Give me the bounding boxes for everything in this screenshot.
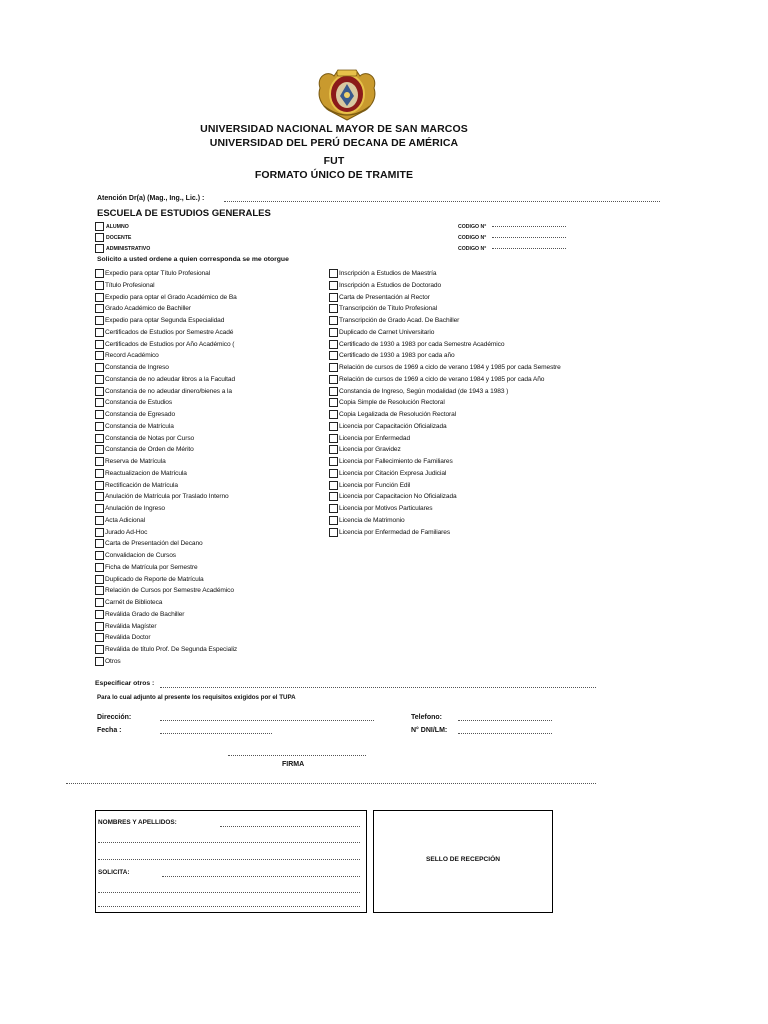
request-option[interactable] xyxy=(95,609,260,620)
request-option-label: Expedio para optar Título Profesional xyxy=(105,270,211,277)
checkbox[interactable] xyxy=(329,410,338,419)
phone-label: Telefono: xyxy=(411,714,442,721)
request-option[interactable] xyxy=(95,456,260,467)
checkbox[interactable] xyxy=(329,504,338,513)
names-field-line2[interactable] xyxy=(98,842,360,843)
date-label: Fecha : xyxy=(97,727,122,734)
university-name: UNIVERSIDAD NACIONAL MAYOR DE SAN MARCOS xyxy=(200,123,468,135)
checkbox[interactable] xyxy=(95,293,104,302)
request-option[interactable] xyxy=(95,292,260,303)
request-option-label: Licencia por Enfermedad xyxy=(339,434,411,442)
checkbox[interactable] xyxy=(95,528,104,537)
checkbox[interactable] xyxy=(329,340,338,349)
request-option-label: Duplicado de Carnet Universitario xyxy=(339,328,435,336)
checkbox[interactable] xyxy=(95,316,104,325)
checkbox[interactable] xyxy=(95,387,104,396)
request-option-label: Licencia por Capacitacion No Oficializada xyxy=(339,493,457,501)
request-option-label: Relación de cursos de 1969 a ciclo de verano 1984 y 1985 por cada Semestre xyxy=(339,364,561,371)
request-option-label: Copia Legalizada de Resolución Rectoral xyxy=(339,411,457,418)
request-option-label: Carta de Presentación del Decano xyxy=(105,540,203,548)
checkbox[interactable] xyxy=(95,563,104,572)
request-option[interactable] xyxy=(329,527,609,538)
request-option[interactable] xyxy=(329,409,609,420)
date-field[interactable] xyxy=(160,733,272,734)
checkbox[interactable] xyxy=(95,328,104,337)
checkbox[interactable] xyxy=(95,269,104,278)
checkbox[interactable] xyxy=(329,304,338,313)
role-student[interactable]: ALUMNO xyxy=(95,222,129,231)
request-option[interactable] xyxy=(95,303,260,314)
form-title: FORMATO ÚNICO DE TRAMITE xyxy=(254,169,414,181)
attention-label: Atención Dr(a) (Mag., Ing., Lic.) : xyxy=(97,195,205,202)
request-option-label: Título Profesional xyxy=(105,281,155,289)
request-option[interactable] xyxy=(95,491,260,502)
checkbox[interactable] xyxy=(329,528,338,537)
checkbox[interactable] xyxy=(329,434,338,443)
request-option-label: Licencia por Fallecimiento de Familiares xyxy=(339,458,453,465)
checkbox[interactable] xyxy=(95,469,104,478)
checkbox[interactable] xyxy=(95,222,104,231)
checkbox[interactable] xyxy=(95,363,104,372)
request-option-label: Constancia de Egresado xyxy=(105,411,176,418)
request-option[interactable] xyxy=(95,538,260,549)
request-option-label: Constancia de Ingreso xyxy=(105,364,169,371)
request-option-label: Otros xyxy=(105,657,121,665)
request-option-label: Licencia por Citación Expresa Judicial xyxy=(339,469,447,477)
request-option[interactable] xyxy=(95,315,260,326)
request-option[interactable] xyxy=(329,350,609,361)
request-option[interactable] xyxy=(329,315,609,326)
request-option-label: Licencia por Motivos Particulares xyxy=(339,505,433,512)
request-option[interactable] xyxy=(95,374,260,385)
request-option-label: Relación de cursos de 1969 a ciclo de verano 1984 y 1985 por cada Año xyxy=(339,375,545,383)
request-option-label: Jurado Ad-Hoc xyxy=(105,528,148,536)
request-option[interactable] xyxy=(329,444,609,455)
code-field-administrative[interactable]: CODIGO N° xyxy=(458,244,566,253)
university-crest-logo xyxy=(314,66,380,122)
request-option[interactable] xyxy=(95,350,260,361)
request-option-label: Reválida Doctor xyxy=(105,634,151,642)
checkbox[interactable] xyxy=(95,281,104,290)
checkbox[interactable] xyxy=(95,445,104,454)
checkbox[interactable] xyxy=(95,516,104,525)
request-option[interactable] xyxy=(95,480,260,491)
checkbox[interactable] xyxy=(329,293,338,302)
request-option[interactable] xyxy=(329,386,609,397)
request-option-label: Copia Simple de Resolución Rectoral xyxy=(339,399,445,407)
checkbox[interactable] xyxy=(95,304,104,313)
request-option[interactable] xyxy=(329,303,609,314)
request-option[interactable] xyxy=(95,468,260,479)
request-option-label: Certificado de 1930 a 1983 por cada año xyxy=(339,352,455,360)
request-option[interactable] xyxy=(329,503,609,514)
address-field[interactable] xyxy=(160,720,374,721)
request-option-label: Reválida Grado de Bachiller xyxy=(105,610,185,618)
request-label: SOLICITA: xyxy=(98,869,130,876)
request-option[interactable] xyxy=(95,444,260,455)
request-option[interactable] xyxy=(95,421,260,432)
request-option-label: Certificado de 1930 a 1983 por cada Semestre Académico xyxy=(339,340,505,348)
code-field-student[interactable]: CODIGO N° xyxy=(458,222,566,231)
dni-label: N° DNI/LM: xyxy=(411,727,448,734)
names-label: NOMBRES Y APELLIDOS: xyxy=(98,819,177,826)
request-option-label: Relación de Cursos por Semestre Académico xyxy=(105,587,234,595)
request-option[interactable] xyxy=(95,515,260,526)
attach-note: Para lo cual adjunto al presente los requisitos exigidos por el TUPA xyxy=(97,694,296,701)
request-option-label: Reválida de título Prof. De Segunda Especializ xyxy=(105,646,238,653)
request-option-label: Licencia por Enfermedad de Familiares xyxy=(339,528,451,536)
checkbox[interactable] xyxy=(95,622,104,631)
checkbox[interactable] xyxy=(95,457,104,466)
request-option[interactable] xyxy=(329,421,609,432)
other-label: Especificar otros : xyxy=(95,680,155,687)
request-option[interactable] xyxy=(329,456,609,467)
request-option[interactable] xyxy=(95,503,260,514)
request-option-label: Constancia de Matrícula xyxy=(105,422,174,430)
reception-stamp-box xyxy=(373,810,553,913)
checkbox[interactable] xyxy=(95,598,104,607)
request-option[interactable] xyxy=(95,644,260,655)
checkbox[interactable] xyxy=(329,269,338,278)
request-option[interactable] xyxy=(95,562,260,573)
request-option[interactable] xyxy=(329,374,609,385)
checkbox[interactable] xyxy=(95,375,104,384)
request-option[interactable] xyxy=(329,480,609,491)
request-option-label: Ficha de Matrícula por Semestre xyxy=(105,563,198,571)
request-option[interactable] xyxy=(95,433,260,444)
university-subtitle: UNIVERSIDAD DEL PERÚ DECANA DE AMÉRICA xyxy=(209,137,459,149)
request-option[interactable] xyxy=(95,268,260,279)
request-option[interactable] xyxy=(95,574,260,585)
code-field-teacher[interactable]: CODIGO N° xyxy=(458,233,566,242)
checkbox[interactable] xyxy=(329,351,338,360)
checkbox[interactable] xyxy=(95,610,104,619)
request-option[interactable] xyxy=(95,327,260,338)
request-option[interactable] xyxy=(329,292,609,303)
checkbox[interactable] xyxy=(95,434,104,443)
request-option[interactable] xyxy=(95,409,260,420)
request-option-label: Record Académico xyxy=(105,352,159,360)
checkbox[interactable] xyxy=(329,457,338,466)
checkbox[interactable] xyxy=(329,316,338,325)
request-option-label: Certificados de Estudios por Semestre Acadé xyxy=(105,328,234,336)
checkbox[interactable] xyxy=(95,422,104,431)
checkbox[interactable] xyxy=(329,481,338,490)
stamp-label: SELLO DE RECEPCIÓN xyxy=(425,856,500,863)
request-option[interactable] xyxy=(329,339,609,350)
request-option[interactable] xyxy=(329,433,609,444)
checkbox[interactable] xyxy=(95,645,104,654)
checkbox[interactable] xyxy=(329,375,338,384)
request-option-label: Rectificación de Matrícula xyxy=(105,481,178,489)
request-field-line2[interactable] xyxy=(98,892,360,893)
form-code: FUT xyxy=(323,155,345,167)
request-option-label: Carta de Presentación al Rector xyxy=(339,293,430,301)
checkbox[interactable] xyxy=(95,492,104,501)
request-intro: Solicito a usted ordene a quien corresponda se me otorgue xyxy=(97,256,289,263)
request-option-label: Constancia de Ingreso, Según modalidad (de 1943 a 1983 ) xyxy=(339,387,509,395)
request-option-label: Constancia de no adeudar dinero/bienes a la xyxy=(105,387,232,395)
request-option-label: Grado Académico de Bachiller xyxy=(105,305,191,313)
address-label: Dirección: xyxy=(97,714,132,721)
checkbox[interactable] xyxy=(329,387,338,396)
request-option-label: Constancia de Notas por Curso xyxy=(105,434,195,442)
checkbox[interactable] xyxy=(329,516,338,525)
checkbox[interactable] xyxy=(95,633,104,642)
request-option[interactable] xyxy=(329,468,609,479)
checkbox[interactable] xyxy=(329,281,338,290)
request-option-label: Reactualizacion de Matrícula xyxy=(105,469,187,477)
request-option-label: Licencia por Capacitación Oficializada xyxy=(339,422,447,430)
request-option-label: Licencia por Función Edil xyxy=(339,481,411,489)
phone-field[interactable] xyxy=(458,720,552,721)
request-option[interactable] xyxy=(95,362,260,373)
request-option[interactable] xyxy=(95,585,260,596)
checkbox[interactable] xyxy=(95,481,104,490)
signature-label: FIRMA xyxy=(282,761,305,768)
signature-line[interactable] xyxy=(228,755,366,756)
request-option-label: Certificados de Estudios por Año Académico ( xyxy=(105,340,235,348)
names-field-line3[interactable] xyxy=(98,859,360,860)
checkbox[interactable] xyxy=(95,244,104,253)
request-option[interactable] xyxy=(95,656,260,667)
request-field-line3[interactable] xyxy=(98,906,360,907)
request-option[interactable] xyxy=(329,362,609,373)
request-option-label: Inscripción a Estudios de Doctorado xyxy=(339,281,442,289)
request-option-label: Licencia de Matrimonio xyxy=(339,516,405,524)
request-option-label: Duplicado de Reporte de Matrícula xyxy=(105,575,204,583)
dni-field[interactable] xyxy=(458,733,552,734)
request-option[interactable] xyxy=(329,397,609,408)
request-option[interactable] xyxy=(95,621,260,632)
request-option-label: Constancia de Estudios xyxy=(105,399,173,407)
checkbox[interactable] xyxy=(95,233,104,242)
checkbox[interactable] xyxy=(95,340,104,349)
checkbox[interactable] xyxy=(329,469,338,478)
checkbox[interactable] xyxy=(329,398,338,407)
request-option-label: Constancia de Orden de Mérito xyxy=(105,446,194,454)
request-option-label: Licencia por Gravidez xyxy=(339,446,401,454)
checkbox[interactable] xyxy=(329,328,338,337)
request-option-label: Convalidacion de Cursos xyxy=(105,552,177,559)
role-administrative[interactable]: ADMINISTRATIVO xyxy=(95,244,150,253)
request-option-label: Inscripción a Estudios de Maestría xyxy=(339,270,437,277)
request-option[interactable] xyxy=(95,632,260,643)
checkbox[interactable] xyxy=(329,445,338,454)
request-option-label: Carnét de Biblioteca xyxy=(105,599,163,606)
request-option-label: Transcripción de Grado Acad. De Bachiller xyxy=(339,317,460,324)
checkbox[interactable] xyxy=(95,410,104,419)
request-option-label: Constancia de no adeudar libros a la Facultad xyxy=(105,375,236,383)
request-option[interactable] xyxy=(329,280,609,291)
other-field[interactable] xyxy=(160,687,596,688)
checkbox[interactable] xyxy=(95,351,104,360)
checkbox[interactable] xyxy=(95,539,104,548)
request-option[interactable] xyxy=(95,597,260,608)
request-option-label: Transcripción de Título Profesional xyxy=(339,305,438,313)
checkbox[interactable] xyxy=(329,363,338,372)
request-option[interactable] xyxy=(95,280,260,291)
school-name: ESCUELA DE ESTUDIOS GENERALES xyxy=(97,208,271,219)
cut-line xyxy=(66,783,596,784)
role-teacher[interactable]: DOCENTE xyxy=(95,233,131,242)
checkbox[interactable] xyxy=(95,657,104,666)
request-option-label: Anulación de Ingreso xyxy=(105,505,165,512)
checkbox[interactable] xyxy=(95,504,104,513)
request-option-label: Acta Adicional xyxy=(105,516,146,524)
request-option-label: Expedio para optar el Grado Académico de Ba xyxy=(105,293,237,301)
request-option[interactable] xyxy=(329,491,609,502)
names-field[interactable] xyxy=(220,826,360,827)
request-option[interactable] xyxy=(95,339,260,350)
checkbox[interactable] xyxy=(95,398,104,407)
request-field[interactable] xyxy=(162,876,360,877)
applicant-box xyxy=(95,810,367,913)
request-option[interactable] xyxy=(329,515,609,526)
checkbox[interactable] xyxy=(95,551,104,560)
request-option-label: Reserva de Matrícula xyxy=(105,458,166,465)
checkbox[interactable] xyxy=(329,492,338,501)
request-option-label: Reválida Magíster xyxy=(105,622,157,630)
checkbox[interactable] xyxy=(95,586,104,595)
request-option-label: Expedio para optar Segunda Especialidad xyxy=(105,317,225,324)
checkbox[interactable] xyxy=(329,422,338,431)
request-option[interactable] xyxy=(95,386,260,397)
request-option[interactable] xyxy=(95,527,260,538)
attention-field[interactable] xyxy=(224,201,660,202)
request-option[interactable] xyxy=(95,397,260,408)
request-option[interactable] xyxy=(329,327,609,338)
request-option-label: Anulación de Matrícula por Traslado Interno xyxy=(105,493,229,501)
checkbox[interactable] xyxy=(95,575,104,584)
request-option[interactable] xyxy=(329,268,609,279)
request-option[interactable] xyxy=(95,550,260,561)
